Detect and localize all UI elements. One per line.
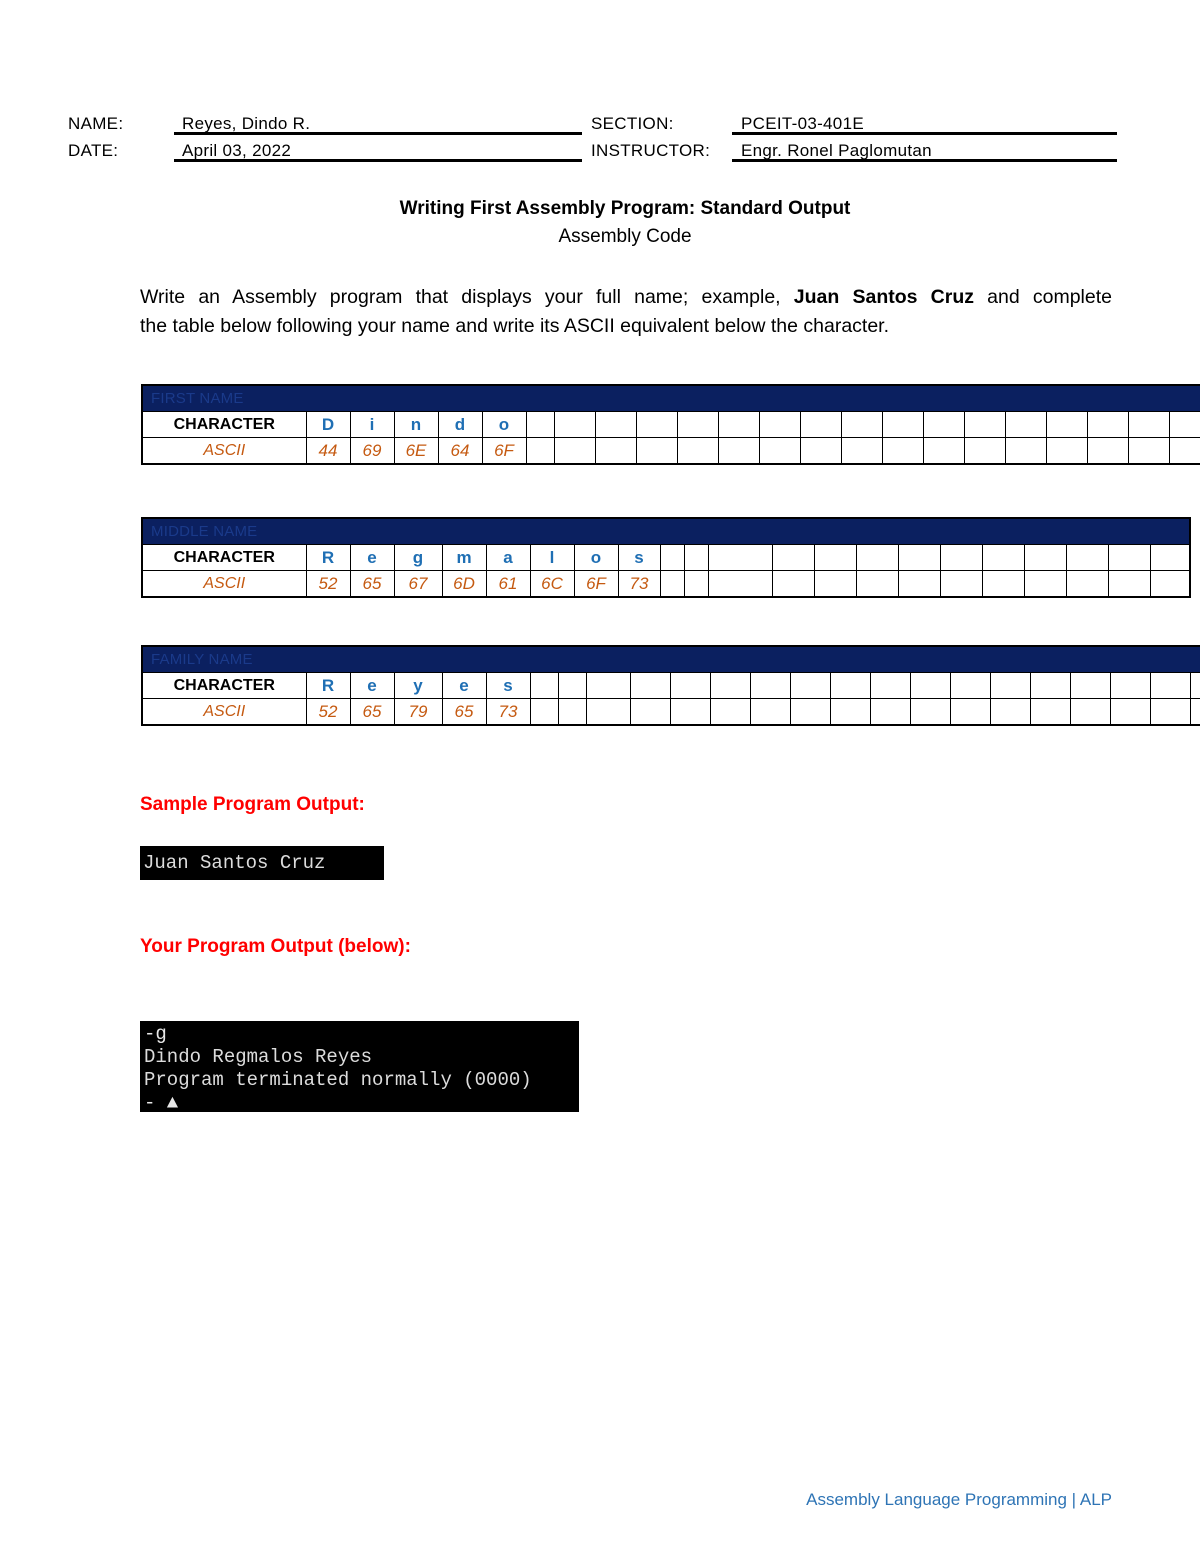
character-cell: l xyxy=(530,545,574,571)
ascii-cell: 67 xyxy=(394,571,442,598)
ascii-cell: 64 xyxy=(438,438,482,465)
character-cell xyxy=(882,412,923,438)
name-value: Reyes, Dindo R. xyxy=(182,114,311,133)
ascii-cell xyxy=(1150,699,1190,726)
character-cell xyxy=(950,673,990,699)
instructor-underline xyxy=(732,159,1117,162)
ascii-table-family-name xyxy=(141,645,1200,726)
console-line: -g xyxy=(144,1023,167,1045)
ascii-cell: 6D xyxy=(442,571,486,598)
character-row xyxy=(142,412,1200,438)
ascii-cell xyxy=(841,438,882,465)
ascii-cell xyxy=(1128,438,1169,465)
ascii-cell xyxy=(940,571,982,598)
character-cell xyxy=(1190,673,1200,699)
character-cell xyxy=(1128,412,1169,438)
ascii-cell xyxy=(630,699,670,726)
character-label: CHARACTER xyxy=(142,545,306,571)
character-cell xyxy=(964,412,1005,438)
character-cell: n xyxy=(394,412,438,438)
ascii-cell xyxy=(856,571,898,598)
character-cell: o xyxy=(574,545,618,571)
character-label: CHARACTER xyxy=(142,673,306,699)
character-cell xyxy=(558,673,586,699)
name-underline xyxy=(174,132,582,135)
sample-output-console xyxy=(140,846,384,880)
character-cell: D xyxy=(306,412,350,438)
footer-course: Assembly Language Programming | ALP xyxy=(806,1490,1112,1509)
ascii-table-middle-name xyxy=(141,517,1191,598)
ascii-cell xyxy=(1024,571,1066,598)
table-heading: FAMILY NAME xyxy=(142,646,1200,673)
character-cell xyxy=(660,545,684,571)
character-cell xyxy=(1024,545,1066,571)
character-cell xyxy=(684,545,708,571)
sample-output-label: Sample Program Output: xyxy=(140,794,365,815)
ascii-cell xyxy=(554,438,595,465)
character-cell xyxy=(530,673,558,699)
character-cell xyxy=(923,412,964,438)
ascii-cell xyxy=(636,438,677,465)
ascii-table-first-name xyxy=(141,384,1200,465)
ascii-cell: 61 xyxy=(486,571,530,598)
character-cell xyxy=(630,673,670,699)
ascii-cell xyxy=(1030,699,1070,726)
ascii-cell xyxy=(882,438,923,465)
character-cell xyxy=(526,412,554,438)
ascii-cell xyxy=(910,699,950,726)
date-value: April 03, 2022 xyxy=(182,141,292,160)
instructions-line-2: the table below following your name and write its ASCII equivalent below the character. xyxy=(140,315,890,337)
character-cell xyxy=(1066,545,1108,571)
character-cell xyxy=(898,545,940,571)
character-cell xyxy=(554,412,595,438)
page-subtitle: Assembly Code xyxy=(558,226,692,247)
character-cell xyxy=(1005,412,1046,438)
ascii-cell: 79 xyxy=(394,699,442,726)
character-cell: e xyxy=(442,673,486,699)
character-cell: R xyxy=(306,673,350,699)
your-output-console xyxy=(140,1021,579,1112)
page-title: Writing First Assembly Program: Standard Output xyxy=(399,198,851,219)
character-cell xyxy=(1108,545,1150,571)
ascii-cell xyxy=(684,571,708,598)
ascii-cell xyxy=(1087,438,1128,465)
console-line: - ▲ xyxy=(144,1092,179,1114)
character-cell xyxy=(830,673,870,699)
console-lines xyxy=(140,1021,579,1115)
character-cell xyxy=(677,412,718,438)
ascii-cell xyxy=(708,571,772,598)
ascii-label: ASCII xyxy=(142,699,306,726)
ascii-label: ASCII xyxy=(142,438,306,465)
character-cell xyxy=(1150,545,1190,571)
ascii-cell xyxy=(677,438,718,465)
instructions-text-1: Write an Assembly program that displays your full name; example, xyxy=(140,286,794,308)
ascii-cell xyxy=(1046,438,1087,465)
ascii-row xyxy=(142,571,1190,598)
character-cell xyxy=(772,545,814,571)
character-cell xyxy=(910,673,950,699)
character-cell xyxy=(1169,412,1200,438)
character-cell: d xyxy=(438,412,482,438)
ascii-cell xyxy=(950,699,990,726)
character-cell xyxy=(790,673,830,699)
your-output-label: Your Program Output (below): xyxy=(140,936,411,957)
character-cell xyxy=(595,412,636,438)
character-cell xyxy=(940,545,982,571)
name-label: NAME: xyxy=(68,114,124,133)
character-cell xyxy=(636,412,677,438)
ascii-cell: 52 xyxy=(306,699,350,726)
character-cell: g xyxy=(394,545,442,571)
instructions-line-1 xyxy=(140,283,1112,312)
ascii-cell xyxy=(1066,571,1108,598)
character-row xyxy=(142,545,1190,571)
ascii-cell xyxy=(595,438,636,465)
character-cell xyxy=(759,412,800,438)
ascii-cell: 73 xyxy=(618,571,660,598)
ascii-cell: 52 xyxy=(306,571,350,598)
ascii-cell: 6E xyxy=(394,438,438,465)
ascii-cell xyxy=(870,699,910,726)
example-name: Juan Santos Cruz xyxy=(793,286,974,308)
section-value: PCEIT-03-401E xyxy=(741,114,864,133)
instructions xyxy=(140,283,1112,341)
ascii-cell xyxy=(750,699,790,726)
character-cell: R xyxy=(306,545,350,571)
ascii-cell: 73 xyxy=(486,699,530,726)
character-cell: s xyxy=(618,545,660,571)
ascii-cell xyxy=(1110,699,1150,726)
ascii-cell: 65 xyxy=(350,699,394,726)
ascii-cell xyxy=(558,699,586,726)
ascii-cell xyxy=(660,571,684,598)
ascii-cell xyxy=(1169,438,1200,465)
character-cell xyxy=(1070,673,1110,699)
character-cell: e xyxy=(350,673,394,699)
ascii-cell xyxy=(1070,699,1110,726)
ascii-cell xyxy=(526,438,554,465)
ascii-cell xyxy=(964,438,1005,465)
character-cell: e xyxy=(350,545,394,571)
ascii-cell xyxy=(718,438,759,465)
ascii-cell: 6F xyxy=(574,571,618,598)
character-cell xyxy=(710,673,750,699)
ascii-cell xyxy=(790,699,830,726)
instructions-text-2: and complete xyxy=(973,286,1112,308)
ascii-cell: 65 xyxy=(350,571,394,598)
character-cell: s xyxy=(486,673,530,699)
ascii-cell xyxy=(586,699,630,726)
ascii-cell xyxy=(1190,699,1200,726)
character-cell xyxy=(982,545,1024,571)
section-underline xyxy=(732,132,1117,135)
character-cell: m xyxy=(442,545,486,571)
ascii-cell xyxy=(898,571,940,598)
date-underline xyxy=(174,159,582,162)
character-cell xyxy=(1046,412,1087,438)
character-cell: y xyxy=(394,673,442,699)
character-cell xyxy=(1150,673,1190,699)
character-cell xyxy=(856,545,898,571)
sample-output-text: Juan Santos Cruz xyxy=(143,852,326,874)
character-cell xyxy=(670,673,710,699)
character-cell xyxy=(1087,412,1128,438)
ascii-cell xyxy=(670,699,710,726)
ascii-label: ASCII xyxy=(142,571,306,598)
ascii-cell xyxy=(800,438,841,465)
ascii-cell: 44 xyxy=(306,438,350,465)
ascii-cell xyxy=(759,438,800,465)
ascii-cell xyxy=(530,699,558,726)
instructor-value: Engr. Ronel Paglomutan xyxy=(741,141,932,160)
console-line: Program terminated normally (0000) xyxy=(144,1069,532,1091)
character-cell: i xyxy=(350,412,394,438)
instructor-label: INSTRUCTOR: xyxy=(591,141,711,160)
character-row xyxy=(142,673,1200,699)
character-cell xyxy=(1030,673,1070,699)
ascii-cell xyxy=(1150,571,1190,598)
ascii-row xyxy=(142,438,1200,465)
ascii-cell xyxy=(710,699,750,726)
character-cell xyxy=(870,673,910,699)
ascii-cell: 6C xyxy=(530,571,574,598)
character-cell: a xyxy=(486,545,530,571)
character-cell xyxy=(708,545,772,571)
character-cell xyxy=(814,545,856,571)
ascii-cell xyxy=(982,571,1024,598)
character-cell: o xyxy=(482,412,526,438)
character-cell xyxy=(841,412,882,438)
ascii-cell xyxy=(830,699,870,726)
character-cell xyxy=(800,412,841,438)
ascii-cell xyxy=(1108,571,1150,598)
character-cell xyxy=(750,673,790,699)
section-label: SECTION: xyxy=(591,114,674,133)
table-heading: MIDDLE NAME xyxy=(142,518,1190,545)
date-label: DATE: xyxy=(68,141,119,160)
ascii-cell: 6F xyxy=(482,438,526,465)
character-cell xyxy=(586,673,630,699)
ascii-cell xyxy=(1005,438,1046,465)
ascii-cell: 69 xyxy=(350,438,394,465)
ascii-cell xyxy=(990,699,1030,726)
ascii-cell: 65 xyxy=(442,699,486,726)
character-cell xyxy=(718,412,759,438)
ascii-row xyxy=(142,699,1200,726)
ascii-cell xyxy=(772,571,814,598)
character-cell xyxy=(990,673,1030,699)
character-label: CHARACTER xyxy=(142,412,306,438)
character-cell xyxy=(1110,673,1150,699)
console-line: Dindo Regmalos Reyes xyxy=(144,1046,373,1068)
table-heading: FIRST NAME xyxy=(142,385,1200,412)
ascii-cell xyxy=(923,438,964,465)
ascii-cell xyxy=(814,571,856,598)
